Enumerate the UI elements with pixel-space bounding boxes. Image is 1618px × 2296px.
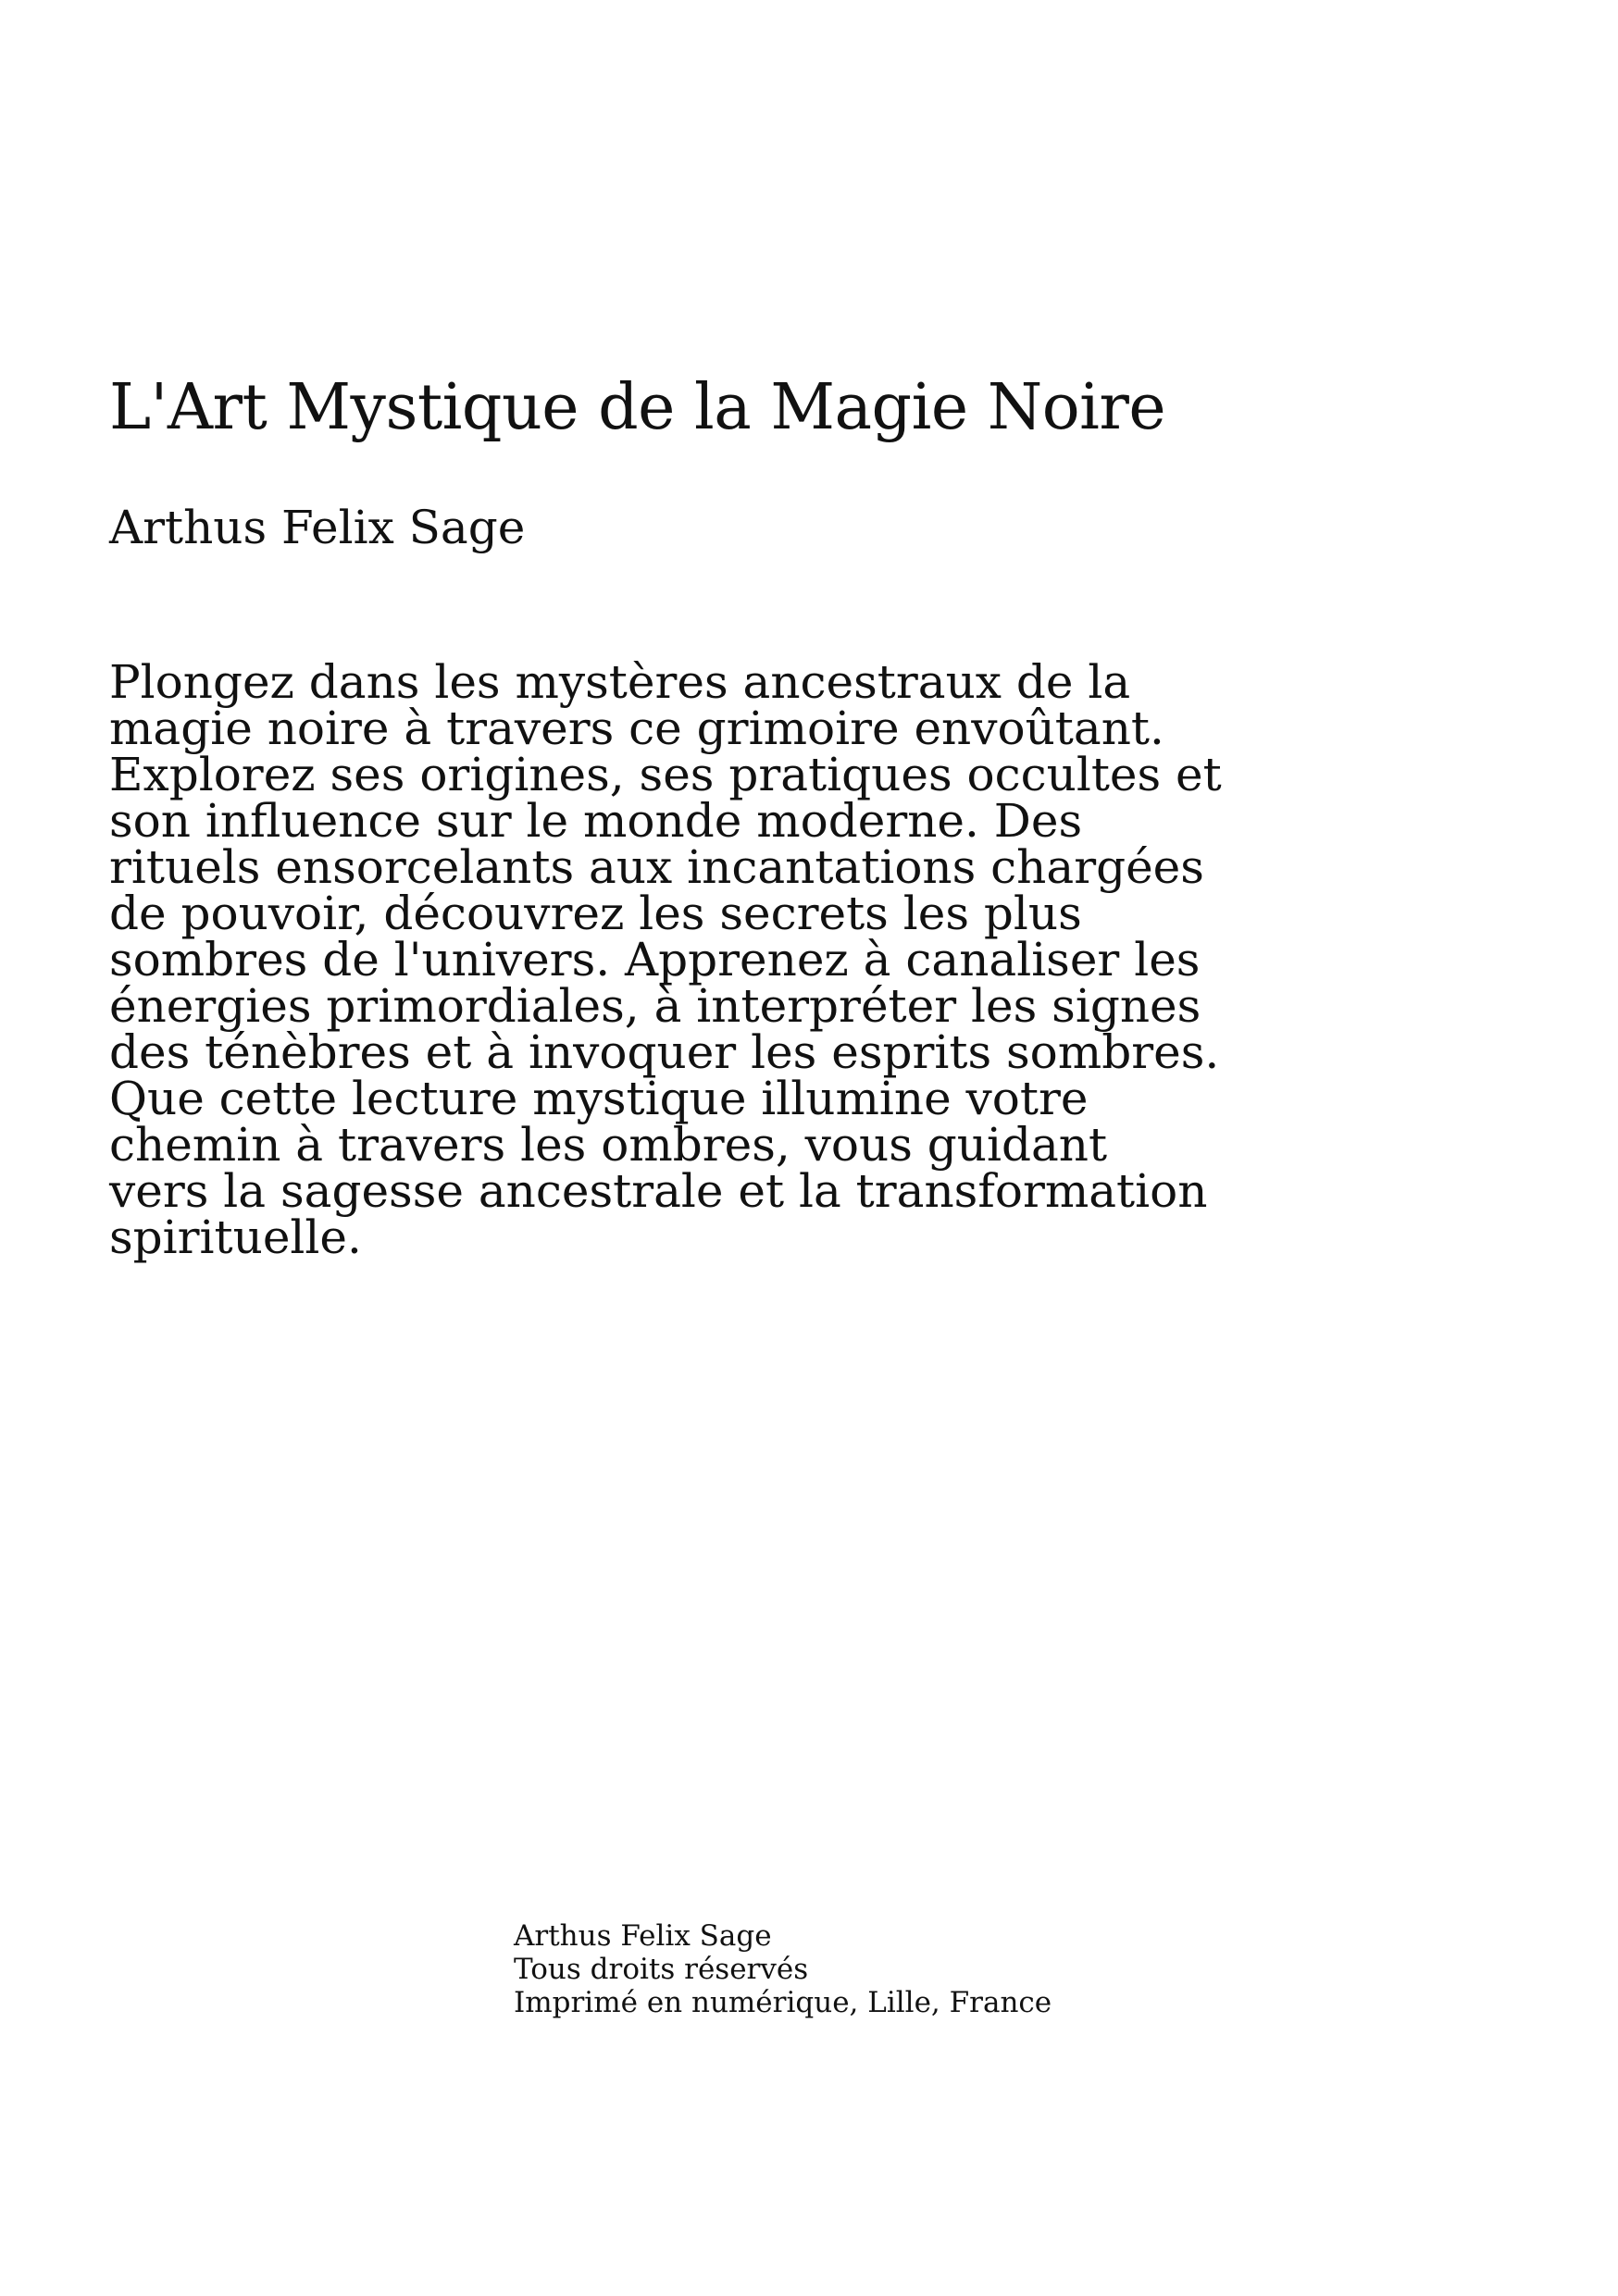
summary-line: de pouvoir, découvrez les secrets les plus bbox=[109, 887, 1082, 940]
book-title: L'Art Mystique de la Magie Noire bbox=[109, 371, 1166, 444]
book-summary bbox=[109, 655, 1248, 1264]
summary-line: magie noire à travers ce grimoire envoûtant. bbox=[109, 701, 1164, 755]
colophon-printing: Imprimé en numérique, Lille, France bbox=[514, 1986, 1052, 2019]
summary-line: des ténèbres et à invoquer les esprits sombres. bbox=[109, 1025, 1220, 1079]
book-author: Arthus Felix Sage bbox=[109, 501, 526, 554]
summary-line: Que cette lecture mystique illumine votre bbox=[109, 1072, 1089, 1125]
summary-line: son influence sur le monde moderne. Des bbox=[109, 794, 1083, 848]
colophon-rights: Tous droits réservés bbox=[514, 1953, 809, 1986]
summary-line: chemin à travers les ombres, vous guidant bbox=[109, 1118, 1108, 1172]
colophon bbox=[514, 1919, 1052, 2019]
summary-line: Explorez ses origines, ses pratiques occultes et bbox=[109, 748, 1222, 801]
colophon-author: Arthus Felix Sage bbox=[514, 1919, 772, 1953]
summary-line: Plongez dans les mystères ancestraux de la bbox=[109, 655, 1131, 709]
summary-line: vers la sagesse ancestrale et la transformation bbox=[109, 1164, 1208, 1218]
summary-line: énergies primordiales, à interpréter les signes bbox=[109, 979, 1201, 1033]
summary-line: sombres de l'univers. Apprenez à canaliser les bbox=[109, 933, 1201, 987]
summary-line: rituels ensorcelants aux incantations chargées bbox=[109, 840, 1204, 894]
summary-line: spirituelle. bbox=[109, 1210, 362, 1264]
